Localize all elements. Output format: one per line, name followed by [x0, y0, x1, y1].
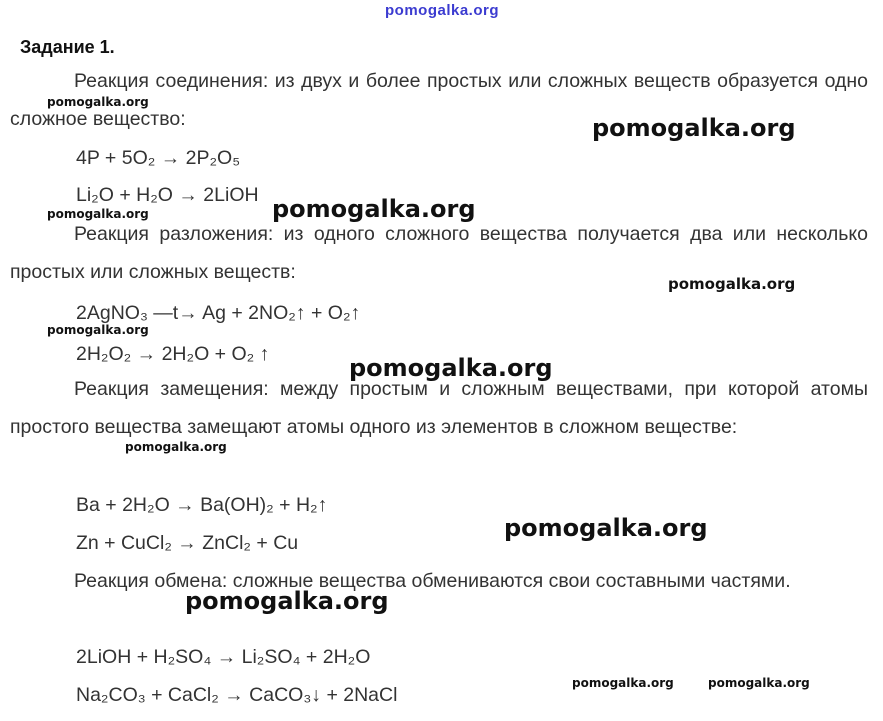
paragraph-text: Реакция соединения: из двух и более простых или сложных веществ образуется одно сложное вещество:	[10, 70, 868, 130]
equation: Na₂CO₃ + CaCl₂ → CaCO₃↓ + 2NaCl	[76, 684, 398, 706]
task-title: Задание 1.	[20, 37, 115, 57]
equation: 2LiOH + H₂SO₄ → Li₂SO₄ + 2H₂O	[76, 646, 371, 668]
watermark: pomogalka.org	[272, 195, 476, 223]
watermark: pomogalka.org	[125, 440, 227, 454]
watermark: pomogalka.org	[47, 323, 149, 337]
watermark: pomogalka.org	[47, 95, 149, 109]
watermark: pomogalka.org	[504, 514, 708, 542]
equation: 2H₂O₂ → 2H₂O + O₂ ↑	[76, 343, 270, 365]
watermark: pomogalka.org	[349, 354, 553, 382]
watermark: pomogalka.org	[47, 207, 149, 221]
watermark: pomogalka.org	[185, 587, 389, 615]
watermark: pomogalka.org	[668, 275, 796, 293]
equation: 2AgNO₃ —t→ Ag + 2NO₂↑ + O₂↑	[76, 302, 361, 324]
paragraph-text: Реакция замещения: между простым и сложным веществами, при которой атомы простого вещества замещают атомы одного из элементов в сложном веществе:	[10, 378, 868, 438]
watermark: pomogalka.org	[708, 676, 810, 690]
watermark: pomogalka.org	[572, 676, 674, 690]
equation: Li₂O + H₂O → 2LiOH	[76, 184, 259, 206]
paragraph-text: Реакция обмена: сложные вещества обмениваются свои составными частями.	[74, 570, 791, 592]
equation: 4P + 5O₂ → 2P₂O₅	[76, 147, 241, 169]
site-watermark-top: pomogalka.org	[385, 2, 500, 19]
watermark: pomogalka.org	[592, 114, 796, 142]
paragraph-text: Реакция разложения: из одного сложного вещества получается два или несколько простых или сложных веществ:	[10, 223, 868, 283]
paragraph-exchange	[10, 562, 868, 600]
equation: Ba + 2H₂O → Ba(OH)₂ + H₂↑	[76, 494, 328, 516]
equation: Zn + CuCl₂ → ZnCl₂ + Cu	[76, 532, 299, 554]
